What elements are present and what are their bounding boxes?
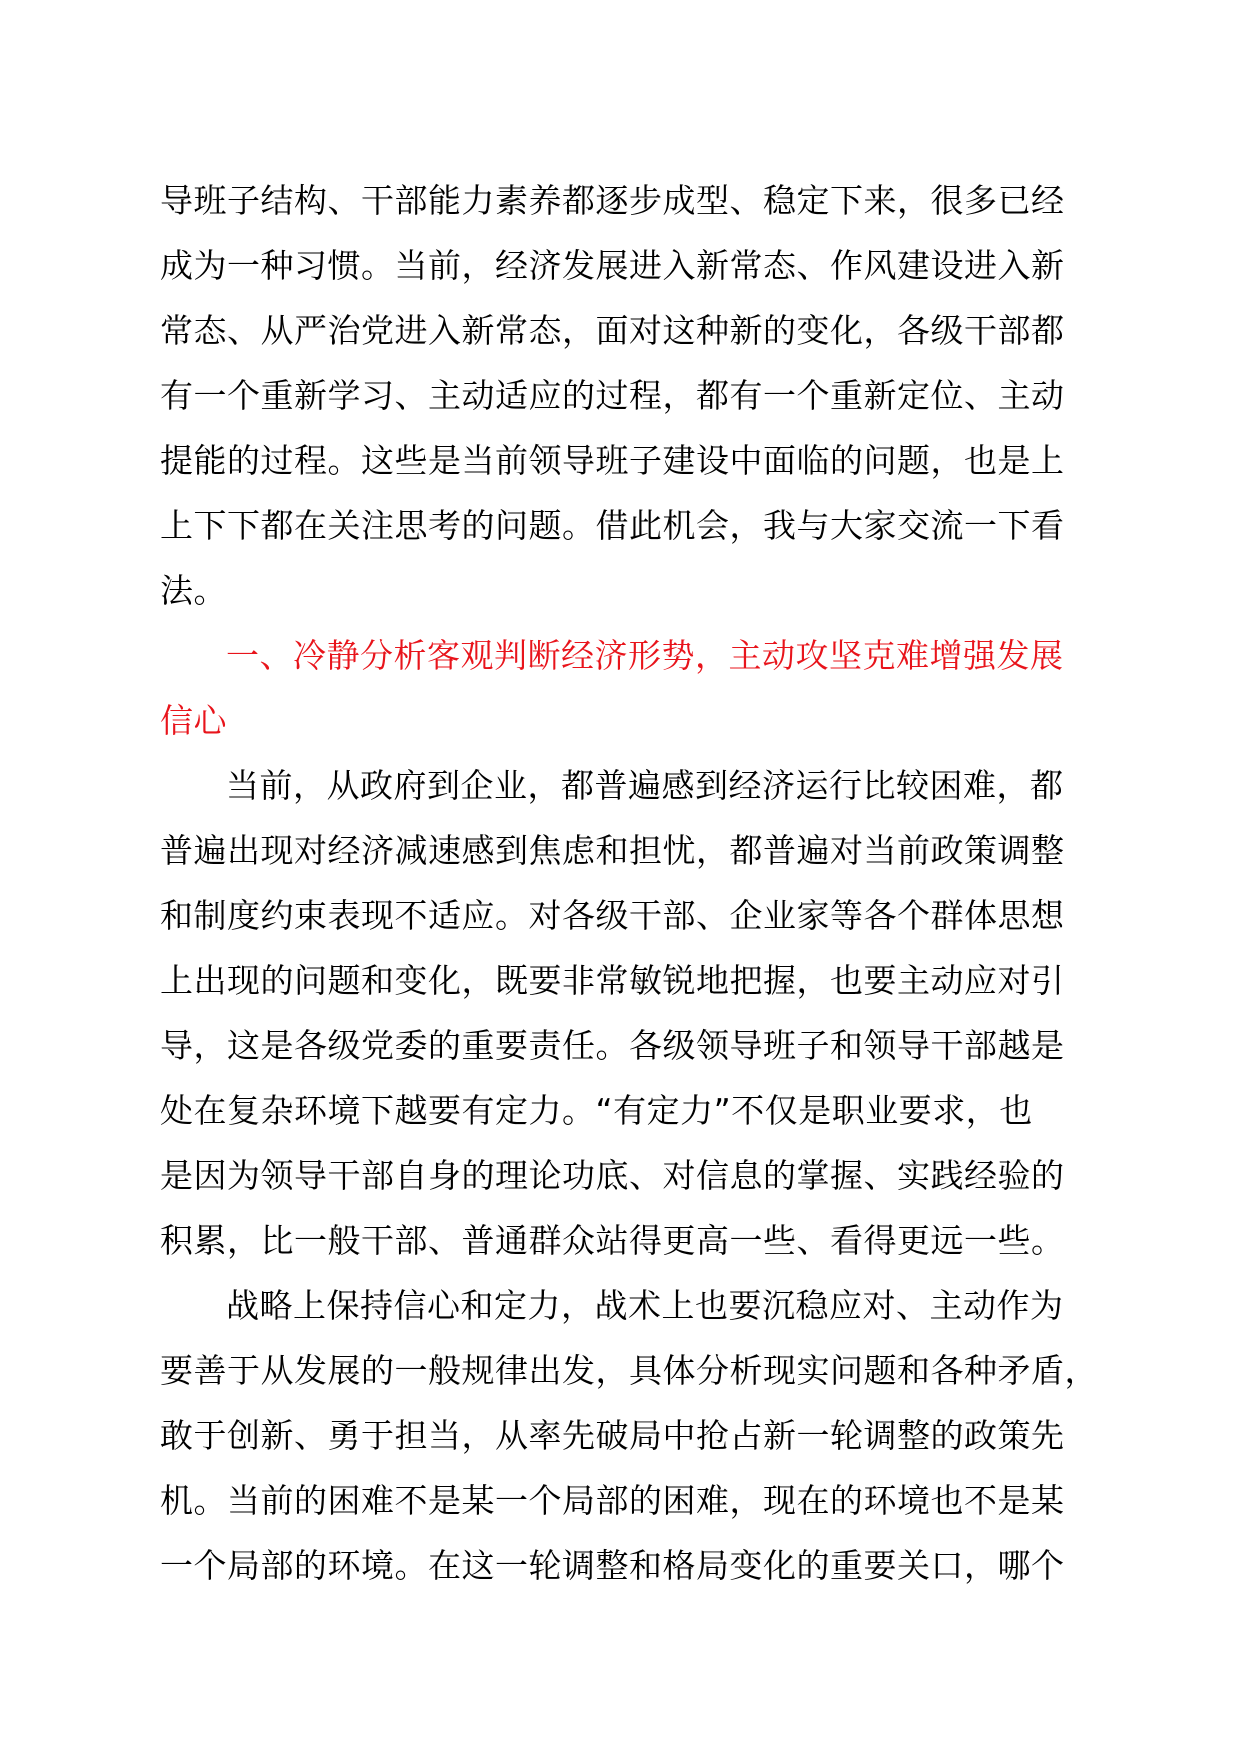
body-paragraph-2 (160, 1273, 1098, 1598)
text-line: 要善于从发展的一般规律出发，具体分析现实问题和各种矛盾， (160, 1351, 1098, 1390)
text-line: 机。当前的困难不是某一个局部的困难，现在的环境也不是某 (160, 1481, 1065, 1520)
intro-paragraph (160, 168, 1090, 623)
text-line: 提能的过程。这些是当前领导班子建设中面临的问题，也是上 (160, 441, 1065, 480)
text-line: 战略上保持信心和定力，战术上也要沉稳应对、主动作为 (226, 1286, 1064, 1325)
section-heading-line: 一、冷静分析客观判断经济形势，主动攻坚克难增强发展 (226, 636, 1064, 675)
text-line: 法。 (160, 571, 227, 610)
text-line: 导，这是各级党委的重要责任。各级领导班子和领导干部越是 (160, 1026, 1065, 1065)
text-line: 常态、从严治党进入新常态，面对这种新的变化，各级干部都 (160, 311, 1065, 350)
section-heading (160, 623, 1090, 753)
document-page (160, 168, 1098, 1598)
text-line: 当前，从政府到企业，都普遍感到经济运行比较困难，都 (226, 766, 1064, 805)
text-line: 普遍出现对经济减速感到焦虑和担忧，都普遍对当前政策调整 (160, 831, 1065, 870)
text-line: 和制度约束表现不适应。对各级干部、企业家等各个群体思想 (160, 896, 1065, 935)
text-line: 导班子结构、干部能力素养都逐步成型、稳定下来，很多已经 (160, 181, 1065, 220)
text-line: 敢于创新、勇于担当，从率先破局中抢占新一轮调整的政策先 (160, 1416, 1065, 1455)
text-line: 一个局部的环境。在这一轮调整和格局变化的重要关口，哪个 (160, 1546, 1065, 1585)
text-line: 是因为领导干部自身的理论功底、对信息的掌握、实践经验的 (160, 1156, 1065, 1195)
text-line: 积累，比一般干部、普通群众站得更高一些、看得更远一些。 (160, 1221, 1065, 1260)
text-line: 成为一种习惯。当前，经济发展进入新常态、作风建设进入新 (160, 246, 1065, 285)
text-line: 上出现的问题和变化，既要非常敏锐地把握，也要主动应对引 (160, 961, 1065, 1000)
body-paragraph-1 (160, 753, 1090, 1273)
text-line: 处在复杂环境下越要有定力。“有定力”不仅是职业要求，也 (160, 1091, 1033, 1130)
text-line: 上下下都在关注思考的问题。借此机会，我与大家交流一下看 (160, 506, 1065, 545)
section-heading-line: 信心 (160, 701, 227, 740)
text-line: 有一个重新学习、主动适应的过程，都有一个重新定位、主动 (160, 376, 1065, 415)
